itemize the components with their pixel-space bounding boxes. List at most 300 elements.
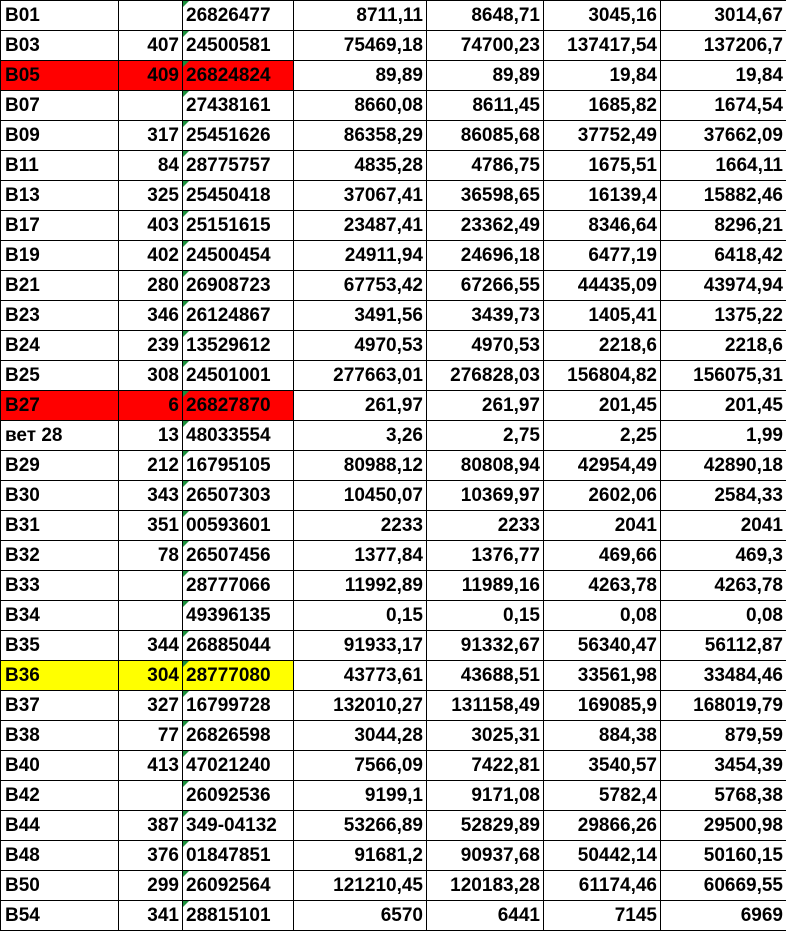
cell-value-3[interactable] [544, 781, 661, 811]
cell-number[interactable] [119, 781, 183, 811]
cell-code[interactable] [183, 691, 294, 721]
cell-id[interactable] [1, 571, 119, 601]
cell-value-4[interactable] [661, 331, 786, 361]
cell-code[interactable] [183, 451, 294, 481]
cell-value-2[interactable] [427, 271, 544, 301]
cell-id-text: B32 [5, 545, 40, 566]
cell-number[interactable] [119, 481, 183, 511]
cell-value-3[interactable] [544, 601, 661, 631]
cell-value-3[interactable] [544, 151, 661, 181]
cell-value-1[interactable] [294, 481, 427, 511]
cell-value-4[interactable] [661, 871, 786, 901]
cell-value-2[interactable] [427, 121, 544, 151]
cell-value-4[interactable] [661, 481, 786, 511]
cell-value-1[interactable] [294, 271, 427, 301]
cell-code[interactable] [183, 181, 294, 211]
cell-code[interactable] [183, 271, 294, 301]
cell-value-3-text: 4263,78 [588, 575, 657, 596]
table-row [1, 811, 786, 841]
cell-number-text: 343 [147, 485, 179, 506]
cell-value-3[interactable] [544, 1, 661, 31]
cell-id[interactable] [1, 781, 119, 811]
cell-value-2[interactable] [427, 151, 544, 181]
table-row [1, 121, 786, 151]
table-row [1, 331, 786, 361]
cell-value-3[interactable] [544, 361, 661, 391]
cell-code[interactable] [183, 361, 294, 391]
cell-value-1[interactable] [294, 31, 427, 61]
cell-number[interactable] [119, 61, 183, 91]
cell-id-text: B42 [5, 785, 40, 806]
cell-value-4[interactable] [661, 361, 786, 391]
table-row [1, 361, 786, 391]
cell-number[interactable] [119, 841, 183, 871]
cell-value-4-text: 201,45 [724, 395, 783, 416]
cell-number-text: 387 [147, 815, 179, 836]
cell-value-2[interactable] [427, 481, 544, 511]
table-row [1, 271, 786, 301]
cell-value-1[interactable] [294, 511, 427, 541]
cell-value-4[interactable] [661, 691, 786, 721]
cell-code[interactable] [183, 211, 294, 241]
cell-code[interactable] [183, 481, 294, 511]
cell-code-text: 28777066 [186, 575, 271, 596]
cell-value-1[interactable] [294, 421, 427, 451]
cell-value-3-text: 1405,41 [588, 305, 657, 326]
cell-value-1[interactable] [294, 1, 427, 31]
error-indicator-icon [183, 481, 189, 487]
error-indicator-icon [183, 661, 189, 667]
cell-number[interactable] [119, 421, 183, 451]
cell-value-2-text: 3025,31 [471, 725, 540, 746]
error-indicator-icon [183, 901, 189, 907]
cell-value-1-text: 43773,61 [343, 665, 423, 686]
cell-number[interactable] [119, 211, 183, 241]
cell-code[interactable] [183, 901, 294, 931]
cell-value-1[interactable] [294, 451, 427, 481]
table-row [1, 691, 786, 721]
cell-value-1-text: 80988,12 [343, 455, 423, 476]
cell-value-2[interactable] [427, 811, 544, 841]
cell-code[interactable] [183, 751, 294, 781]
cell-code-text: 26507303 [186, 485, 271, 506]
cell-value-3[interactable] [544, 511, 661, 541]
cell-value-1-text: 1377,84 [354, 545, 423, 566]
cell-value-3[interactable] [544, 121, 661, 151]
cell-code[interactable] [183, 721, 294, 751]
cell-value-3[interactable] [544, 451, 661, 481]
cell-value-4[interactable] [661, 721, 786, 751]
cell-value-1[interactable] [294, 751, 427, 781]
cell-number[interactable] [119, 361, 183, 391]
cell-value-3[interactable] [544, 31, 661, 61]
cell-id[interactable] [1, 1, 119, 31]
error-indicator-icon [183, 541, 189, 547]
cell-number-text: 327 [147, 695, 179, 716]
cell-value-2-text: 10369,97 [460, 485, 540, 506]
cell-value-3-text: 2041 [614, 515, 657, 536]
cell-value-4[interactable] [661, 151, 786, 181]
cell-value-2[interactable] [427, 451, 544, 481]
cell-value-3[interactable] [544, 841, 661, 871]
cell-value-4[interactable] [661, 391, 786, 421]
cell-number-text: 409 [147, 65, 179, 86]
cell-code[interactable] [183, 241, 294, 271]
cell-value-1[interactable] [294, 181, 427, 211]
cell-value-1[interactable] [294, 61, 427, 91]
cell-value-3[interactable] [544, 481, 661, 511]
cell-id[interactable] [1, 211, 119, 241]
cell-value-1-text: 3,26 [386, 425, 423, 446]
cell-value-4[interactable] [661, 241, 786, 271]
cell-number[interactable] [119, 631, 183, 661]
error-indicator-icon [183, 871, 189, 877]
cell-id[interactable] [1, 181, 119, 211]
cell-value-2-text: 276828,03 [450, 365, 540, 386]
cell-value-3[interactable] [544, 721, 661, 751]
cell-value-3[interactable] [544, 91, 661, 121]
cell-id[interactable] [1, 901, 119, 931]
cell-code-text: 27438161 [186, 95, 271, 116]
cell-id[interactable] [1, 541, 119, 571]
cell-id[interactable] [1, 481, 119, 511]
cell-id[interactable] [1, 631, 119, 661]
cell-value-4-text: 469,3 [735, 545, 783, 566]
cell-value-1[interactable] [294, 331, 427, 361]
error-indicator-icon [183, 781, 189, 787]
cell-code-text: 28775757 [186, 155, 271, 176]
cell-value-1[interactable] [294, 541, 427, 571]
cell-number[interactable] [119, 301, 183, 331]
cell-id[interactable] [1, 91, 119, 121]
cell-number[interactable] [119, 541, 183, 571]
cell-value-4[interactable] [661, 451, 786, 481]
cell-number-text: 317 [147, 125, 179, 146]
cell-number-text: 341 [147, 905, 179, 926]
cell-value-3[interactable] [544, 541, 661, 571]
cell-id[interactable] [1, 391, 119, 421]
cell-id[interactable] [1, 301, 119, 331]
cell-value-3[interactable] [544, 61, 661, 91]
cell-id[interactable] [1, 31, 119, 61]
error-indicator-icon [183, 691, 189, 697]
cell-value-1[interactable] [294, 631, 427, 661]
cell-value-2[interactable] [427, 691, 544, 721]
cell-value-4[interactable] [661, 181, 786, 211]
cell-value-1[interactable] [294, 241, 427, 271]
cell-value-4-text: 137206,7 [703, 35, 783, 56]
cell-number[interactable] [119, 871, 183, 901]
cell-id[interactable] [1, 721, 119, 751]
cell-code[interactable] [183, 781, 294, 811]
cell-value-1[interactable] [294, 211, 427, 241]
cell-value-2[interactable] [427, 211, 544, 241]
cell-value-4[interactable] [661, 751, 786, 781]
cell-number-text: 346 [147, 305, 179, 326]
cell-id[interactable] [1, 61, 119, 91]
cell-value-1[interactable] [294, 691, 427, 721]
cell-value-2[interactable] [427, 511, 544, 541]
cell-id[interactable] [1, 421, 119, 451]
table-row [1, 511, 786, 541]
cell-value-1[interactable] [294, 811, 427, 841]
cell-value-1[interactable] [294, 121, 427, 151]
cell-number[interactable] [119, 121, 183, 151]
cell-value-3[interactable] [544, 901, 661, 931]
cell-value-2[interactable] [427, 721, 544, 751]
cell-value-1[interactable] [294, 301, 427, 331]
cell-code[interactable] [183, 571, 294, 601]
cell-value-2[interactable] [427, 571, 544, 601]
cell-code[interactable] [183, 541, 294, 571]
cell-value-2[interactable] [427, 871, 544, 901]
cell-code[interactable] [183, 121, 294, 151]
cell-value-2[interactable] [427, 841, 544, 871]
cell-number[interactable] [119, 151, 183, 181]
cell-value-2[interactable] [427, 391, 544, 421]
cell-number[interactable] [119, 601, 183, 631]
cell-code-text: 00593601 [186, 515, 271, 536]
cell-value-2[interactable] [427, 781, 544, 811]
cell-number[interactable] [119, 721, 183, 751]
cell-value-2[interactable] [427, 181, 544, 211]
cell-value-3[interactable] [544, 271, 661, 301]
cell-code[interactable] [183, 1, 294, 31]
cell-value-4[interactable] [661, 571, 786, 601]
cell-value-3[interactable] [544, 211, 661, 241]
cell-id[interactable] [1, 601, 119, 631]
cell-value-3[interactable] [544, 751, 661, 781]
cell-value-4[interactable] [661, 661, 786, 691]
cell-number[interactable] [119, 241, 183, 271]
cell-id[interactable] [1, 271, 119, 301]
cell-value-2[interactable] [427, 751, 544, 781]
cell-value-4-text: 37662,09 [703, 125, 783, 146]
cell-value-4-text: 2584,33 [714, 485, 783, 506]
cell-value-2-text: 67266,55 [460, 275, 540, 296]
cell-value-2[interactable] [427, 631, 544, 661]
cell-value-1-text: 75469,18 [343, 35, 423, 56]
cell-value-1-text: 3491,56 [354, 305, 423, 326]
cell-value-4[interactable] [661, 541, 786, 571]
cell-value-4[interactable] [661, 211, 786, 241]
cell-value-3-text: 1675,51 [588, 155, 657, 176]
cell-value-3[interactable] [544, 241, 661, 271]
cell-value-2[interactable] [427, 31, 544, 61]
cell-value-4-text: 8296,21 [714, 215, 783, 236]
cell-value-4[interactable] [661, 631, 786, 661]
cell-id[interactable] [1, 241, 119, 271]
cell-value-1[interactable] [294, 391, 427, 421]
cell-number[interactable] [119, 31, 183, 61]
cell-value-4[interactable] [661, 301, 786, 331]
cell-value-2[interactable] [427, 61, 544, 91]
cell-value-4[interactable] [661, 271, 786, 301]
cell-value-3[interactable] [544, 691, 661, 721]
cell-value-1[interactable] [294, 151, 427, 181]
cell-value-3[interactable] [544, 421, 661, 451]
cell-code[interactable] [183, 301, 294, 331]
cell-value-2[interactable] [427, 661, 544, 691]
cell-value-4-text: 1664,11 [715, 155, 783, 176]
cell-value-2[interactable] [427, 421, 544, 451]
cell-id[interactable] [1, 811, 119, 841]
cell-code[interactable] [183, 421, 294, 451]
cell-value-1[interactable] [294, 361, 427, 391]
cell-value-3[interactable] [544, 631, 661, 661]
cell-number[interactable] [119, 511, 183, 541]
cell-value-3-text: 44435,09 [577, 275, 657, 296]
cell-number[interactable] [119, 901, 183, 931]
cell-id[interactable] [1, 871, 119, 901]
cell-value-1-text: 0,15 [386, 605, 423, 626]
cell-value-1-text: 2233 [380, 515, 423, 536]
cell-value-1-text: 23487,41 [343, 215, 423, 236]
cell-id[interactable] [1, 361, 119, 391]
cell-code[interactable] [183, 511, 294, 541]
cell-number[interactable] [119, 691, 183, 721]
cell-number-text: 376 [147, 845, 179, 866]
cell-value-4[interactable] [661, 601, 786, 631]
cell-value-3[interactable] [544, 661, 661, 691]
cell-id[interactable] [1, 841, 119, 871]
cell-value-3-text: 2218,6 [598, 335, 657, 356]
cell-value-1[interactable] [294, 661, 427, 691]
cell-value-2[interactable] [427, 601, 544, 631]
cell-value-1[interactable] [294, 871, 427, 901]
cell-id[interactable] [1, 691, 119, 721]
cell-value-1-text: 132010,27 [333, 695, 423, 716]
cell-value-4[interactable] [661, 841, 786, 871]
cell-value-4[interactable] [661, 91, 786, 121]
cell-value-2[interactable] [427, 901, 544, 931]
cell-code[interactable] [183, 631, 294, 661]
cell-code[interactable] [183, 841, 294, 871]
cell-number[interactable] [119, 571, 183, 601]
cell-value-1-text: 7566,09 [354, 755, 423, 776]
cell-value-2[interactable] [427, 331, 544, 361]
cell-number-text: 212 [147, 455, 179, 476]
cell-number[interactable] [119, 1, 183, 31]
cell-value-1[interactable] [294, 91, 427, 121]
cell-code-text: 26824824 [186, 65, 271, 86]
cell-code[interactable] [183, 391, 294, 421]
cell-value-4[interactable] [661, 511, 786, 541]
cell-code[interactable] [183, 871, 294, 901]
cell-value-2[interactable] [427, 91, 544, 121]
cell-value-2[interactable] [427, 241, 544, 271]
cell-number-text: 77 [157, 725, 179, 746]
cell-id[interactable] [1, 511, 119, 541]
cell-value-3[interactable] [544, 391, 661, 421]
cell-value-3[interactable] [544, 871, 661, 901]
cell-id-text: B25 [5, 365, 40, 386]
cell-value-3[interactable] [544, 331, 661, 361]
cell-value-3[interactable] [544, 181, 661, 211]
cell-value-1-text: 89,89 [375, 65, 423, 86]
cell-value-4[interactable] [661, 121, 786, 151]
cell-number[interactable] [119, 391, 183, 421]
cell-value-2-text: 6441 [497, 905, 540, 926]
cell-number[interactable] [119, 451, 183, 481]
cell-value-1[interactable] [294, 901, 427, 931]
cell-code-text: 24500454 [186, 245, 271, 266]
cell-code[interactable] [183, 331, 294, 361]
cell-number[interactable] [119, 91, 183, 121]
cell-value-2-text: 74700,23 [460, 35, 540, 56]
cell-value-3-text: 8346,64 [588, 215, 657, 236]
cell-id[interactable] [1, 451, 119, 481]
cell-code[interactable] [183, 61, 294, 91]
cell-value-4[interactable] [661, 61, 786, 91]
cell-code[interactable] [183, 31, 294, 61]
cell-code-text: 26885044 [186, 635, 271, 656]
table-row [1, 661, 786, 691]
cell-value-3-text: 469,66 [598, 545, 657, 566]
cell-value-4-text: 60669,55 [703, 875, 783, 896]
cell-id[interactable] [1, 331, 119, 361]
cell-value-3[interactable] [544, 301, 661, 331]
cell-id[interactable] [1, 661, 119, 691]
cell-value-3-text: 5782,4 [598, 785, 657, 806]
cell-number[interactable] [119, 271, 183, 301]
cell-number[interactable] [119, 181, 183, 211]
cell-value-2-text: 23362,49 [460, 215, 540, 236]
cell-value-4[interactable] [661, 901, 786, 931]
cell-id-text: B01 [5, 5, 40, 26]
cell-value-4[interactable] [661, 1, 786, 31]
cell-number[interactable] [119, 751, 183, 781]
cell-value-3-text: 50442,14 [577, 845, 657, 866]
cell-value-1-text: 3044,28 [354, 725, 423, 746]
cell-number[interactable] [119, 661, 183, 691]
cell-code-text: 26092536 [186, 785, 271, 806]
cell-value-2[interactable] [427, 301, 544, 331]
cell-value-1[interactable] [294, 781, 427, 811]
cell-value-3[interactable] [544, 811, 661, 841]
cell-id[interactable] [1, 121, 119, 151]
cell-id-text: B36 [5, 665, 40, 686]
cell-value-2-text: 2233 [497, 515, 540, 536]
cell-code[interactable] [183, 91, 294, 121]
cell-id[interactable] [1, 151, 119, 181]
cell-code[interactable] [183, 811, 294, 841]
cell-value-1-text: 24911,94 [344, 245, 423, 266]
cell-number[interactable] [119, 811, 183, 841]
cell-value-4[interactable] [661, 781, 786, 811]
cell-value-2[interactable] [427, 1, 544, 31]
cell-value-1[interactable] [294, 841, 427, 871]
cell-value-1[interactable] [294, 571, 427, 601]
cell-id[interactable] [1, 751, 119, 781]
cell-value-1[interactable] [294, 721, 427, 751]
cell-value-4[interactable] [661, 31, 786, 61]
cell-number[interactable] [119, 331, 183, 361]
cell-value-2[interactable] [427, 541, 544, 571]
cell-value-3-text: 3045,16 [588, 5, 657, 26]
cell-value-1[interactable] [294, 601, 427, 631]
cell-value-4[interactable] [661, 421, 786, 451]
cell-code[interactable] [183, 661, 294, 691]
cell-code[interactable] [183, 151, 294, 181]
table-row [1, 781, 786, 811]
cell-value-2[interactable] [427, 361, 544, 391]
cell-value-3[interactable] [544, 571, 661, 601]
cell-value-4[interactable] [661, 811, 786, 841]
cell-code[interactable] [183, 601, 294, 631]
cell-id-text: B03 [5, 35, 40, 56]
cell-value-3-text: 56340,47 [577, 635, 657, 656]
